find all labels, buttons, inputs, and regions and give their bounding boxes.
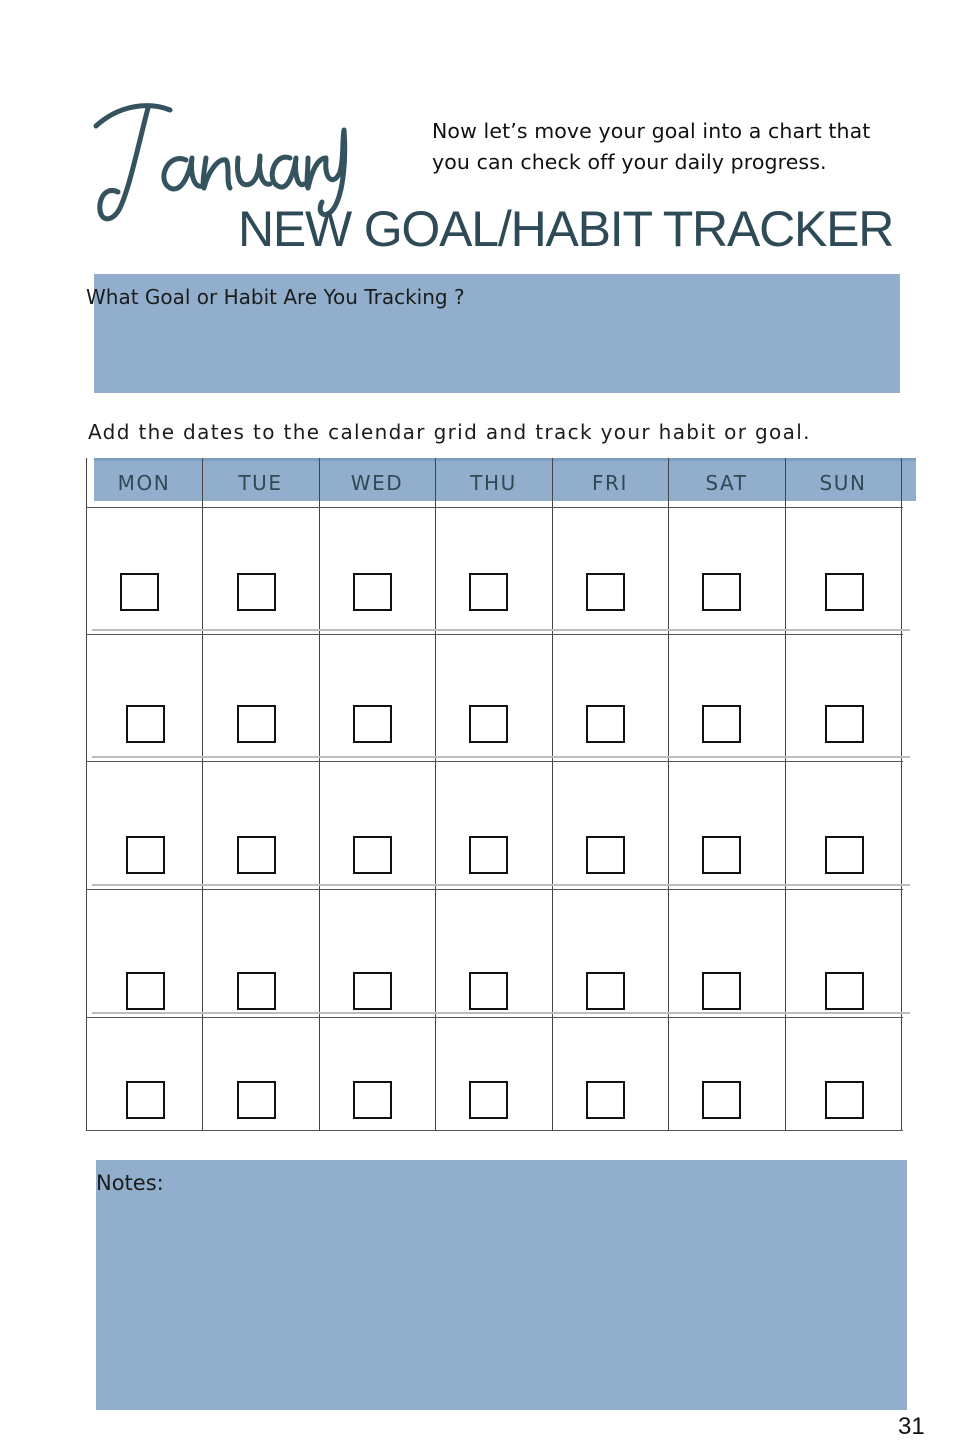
checkbox-week4-sat[interactable]	[702, 972, 741, 1010]
day-header-sat: SAT	[705, 470, 748, 495]
checkbox-week3-mon[interactable]	[126, 836, 165, 874]
checkbox-week1-wed[interactable]	[353, 573, 392, 611]
notes-area[interactable]	[96, 1160, 907, 1410]
checkbox-week5-tue[interactable]	[237, 1081, 276, 1119]
checkbox-week4-mon[interactable]	[126, 972, 165, 1010]
checkbox-week5-thu[interactable]	[469, 1081, 508, 1119]
checkbox-week1-sun[interactable]	[825, 573, 864, 611]
grid-column-line	[785, 458, 786, 1131]
checkbox-week5-sun[interactable]	[825, 1081, 864, 1119]
intro-text: Now let’s move your goal into a chart that you can check off your daily progress.	[432, 119, 871, 174]
checkbox-week5-mon[interactable]	[126, 1081, 165, 1119]
script-a2-stroke	[272, 157, 304, 187]
grid-column-line	[668, 458, 669, 1131]
grid-column-line	[202, 458, 203, 1131]
day-header-sun: SUN	[819, 470, 867, 495]
checkbox-week1-tue[interactable]	[237, 573, 276, 611]
script-j-stem	[100, 108, 148, 219]
day-header-thu: THU	[470, 470, 517, 495]
grid-row-shadow-line	[92, 1012, 910, 1014]
checkbox-week3-fri[interactable]	[586, 836, 625, 874]
page-title: NEW GOAL/HABIT TRACKER	[238, 201, 894, 257]
checkbox-week2-tue[interactable]	[237, 705, 276, 743]
checkbox-week4-tue[interactable]	[237, 972, 276, 1010]
goal-label: What Goal or Habit Are You Tracking ?	[86, 285, 465, 309]
checkbox-week5-sat[interactable]	[702, 1081, 741, 1119]
checkbox-week4-fri[interactable]	[586, 972, 625, 1010]
checkbox-week2-thu[interactable]	[469, 705, 508, 743]
notes-label: Notes:	[96, 1171, 164, 1195]
grid-row-line	[86, 761, 903, 762]
grid-row-line	[86, 634, 903, 635]
checkbox-week4-sun[interactable]	[825, 972, 864, 1010]
grid-row-line	[86, 1130, 903, 1131]
grid-column-line	[435, 458, 436, 1131]
checkbox-week1-thu[interactable]	[469, 573, 508, 611]
grid-row-shadow-line	[92, 629, 910, 631]
day-header-wed: WED	[350, 470, 404, 495]
checkbox-week1-fri[interactable]	[586, 573, 625, 611]
checkbox-week3-wed[interactable]	[353, 836, 392, 874]
day-header-fri: FRI	[591, 470, 629, 495]
checkbox-week2-wed[interactable]	[353, 705, 392, 743]
instruction-text: Add the dates to the calendar grid and track your habit or goal.	[88, 420, 811, 444]
checkbox-week3-tue[interactable]	[237, 836, 276, 874]
checkbox-week5-wed[interactable]	[353, 1081, 392, 1119]
checkbox-week5-fri[interactable]	[586, 1081, 625, 1119]
checkbox-week4-wed[interactable]	[353, 972, 392, 1010]
checkbox-week1-sat[interactable]	[702, 573, 741, 611]
checkbox-week2-sun[interactable]	[825, 705, 864, 743]
grid-column-line	[86, 458, 87, 1131]
script-u-stroke	[238, 156, 271, 185]
checkbox-week2-mon[interactable]	[126, 705, 165, 743]
checkbox-week2-fri[interactable]	[586, 705, 625, 743]
day-header-tue: TUE	[238, 470, 283, 495]
grid-column-line	[901, 458, 902, 1131]
grid-row-shadow-line	[92, 756, 910, 758]
grid-row-line	[86, 1017, 903, 1018]
checkbox-week3-sun[interactable]	[825, 836, 864, 874]
checkbox-week1-mon[interactable]	[120, 573, 159, 611]
grid-column-line	[552, 458, 553, 1131]
calendar-grid	[86, 458, 903, 1131]
day-header-mon: MON	[117, 470, 171, 495]
page-number: 31	[898, 1413, 925, 1440]
checkbox-week3-thu[interactable]	[469, 836, 508, 874]
script-j-top-stroke	[96, 106, 170, 126]
grid-row-line	[86, 889, 903, 890]
script-a-stroke	[164, 158, 202, 189]
script-n-stroke	[203, 158, 230, 188]
checkbox-week2-sat[interactable]	[702, 705, 741, 743]
grid-row-line	[86, 507, 903, 508]
checkbox-week3-sat[interactable]	[702, 836, 741, 874]
grid-row-shadow-line	[92, 884, 910, 886]
script-r-stroke	[307, 158, 326, 188]
grid-column-line	[319, 458, 320, 1131]
checkbox-week4-thu[interactable]	[469, 972, 508, 1010]
